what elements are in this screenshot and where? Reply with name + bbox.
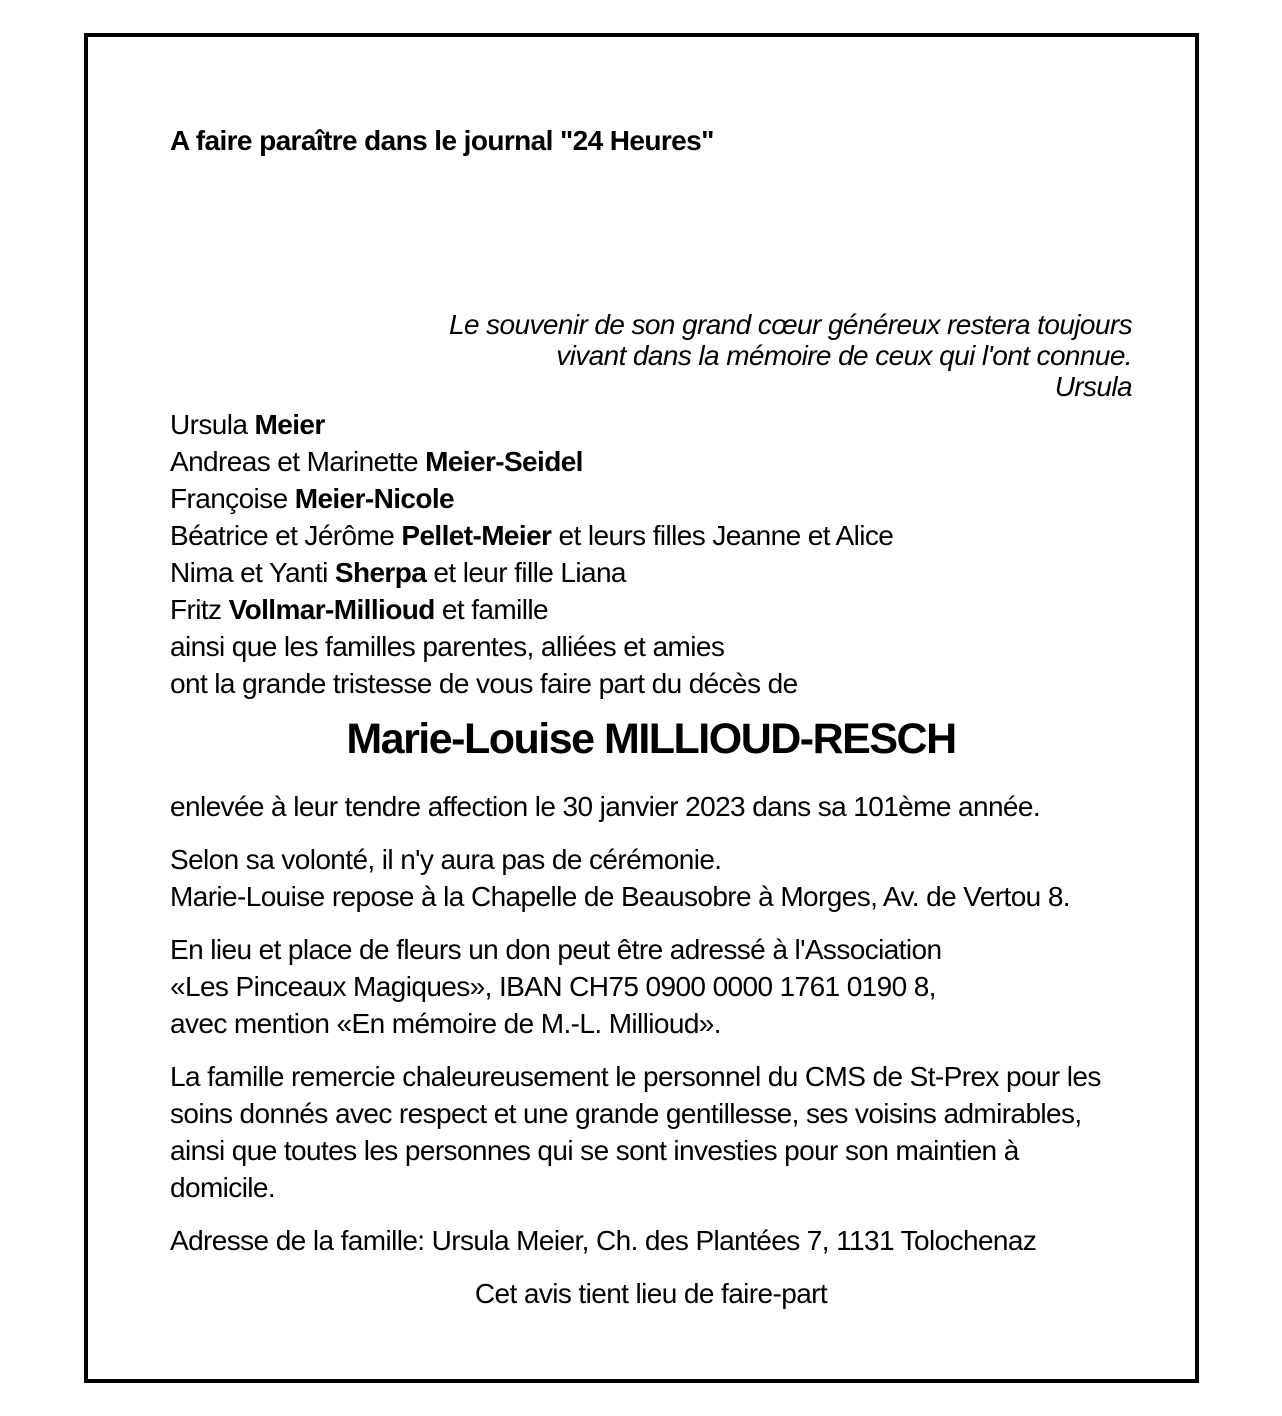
paragraph-line: domicile. (170, 1172, 276, 1203)
family-line (170, 480, 1132, 517)
family-line-text: et leurs filles Jeanne et Alice (551, 520, 894, 551)
family-line-text: et leur fille Liana (426, 557, 626, 588)
paragraph-line: La famille remercie chaleureusement le personnel du CMS de St-Prex pour les (170, 1061, 1101, 1092)
family-line-text: Nima et Yanti (170, 557, 335, 588)
paragraph-line: «Les Pinceaux Magiques», IBAN CH75 0900 0000 1761 0190 8, (170, 971, 936, 1002)
family-line-text: Béatrice et Jérôme (170, 520, 402, 551)
publication-instruction: A faire paraître dans le journal "24 Heures" (170, 125, 714, 156)
paragraph-line: ainsi que toutes les personnes qui se sont investies pour son maintien à (170, 1135, 1019, 1166)
epigraph-line: Le souvenir de son grand cœur généreux restera toujours (449, 309, 1132, 340)
paragraph (170, 931, 1132, 1042)
family-line (170, 628, 1132, 665)
family-line-text: Andreas et Marinette (170, 446, 426, 477)
paragraph (170, 1058, 1132, 1206)
family-name-bold: Meier-Seidel (425, 446, 583, 477)
family-line (170, 554, 1132, 591)
closing-note: Cet avis tient lieu de faire-part (474, 1278, 828, 1309)
family-line-text: ainsi que les familles parentes, alliées et amies (170, 631, 725, 662)
paragraph-line: enlevée à leur tendre affection le 30 janvier 2023 dans sa 101ème année. (170, 791, 1041, 822)
family-line (170, 665, 1132, 702)
paragraph-line: Marie-Louise repose à la Chapelle de Beausobre à Morges, Av. de Vertou 8. (170, 881, 1070, 912)
family-name-bold: Pellet-Meier (401, 520, 552, 551)
epigraph (170, 309, 1132, 402)
family-line (170, 443, 1132, 480)
body-paragraphs (170, 788, 1132, 1259)
paragraph (170, 788, 1132, 825)
paragraph (170, 1222, 1132, 1259)
paragraph-line: Adresse de la famille: Ursula Meier, Ch. des Plantées 7, 1131 Tolochenaz (170, 1225, 1037, 1256)
family-list (170, 406, 1132, 702)
paragraph-line: avec mention «En mémoire de M.-L. Millioud». (170, 1008, 721, 1039)
obituary-notice-frame (84, 33, 1199, 1383)
family-line (170, 517, 1132, 554)
paragraph (170, 841, 1132, 915)
family-name-bold: Vollmar-Millioud (228, 594, 435, 625)
paragraph-line: En lieu et place de fleurs un don peut être adressé à l'Association (170, 934, 942, 965)
family-line-text: ont la grande tristesse de vous faire part du décès de (170, 668, 798, 699)
family-line-text: Françoise (170, 483, 295, 514)
paragraph-line: soins donnés avec respect et une grande gentillesse, ses voisins admirables, (170, 1098, 1082, 1129)
notice-content (170, 122, 1132, 1312)
deceased-name: Marie-Louise MILLIOUD-RESCH (346, 715, 956, 763)
epigraph-signature: Ursula (1054, 371, 1132, 402)
family-name-bold: Meier (254, 409, 325, 440)
paragraph-line: Selon sa volonté, il n'y aura pas de cérémonie. (170, 844, 722, 875)
epigraph-line: vivant dans la mémoire de ceux qui l'ont connue. (556, 340, 1132, 371)
family-line-text: Fritz (170, 594, 229, 625)
family-line (170, 406, 1132, 443)
family-line-text: Ursula (170, 409, 255, 440)
family-line (170, 591, 1132, 628)
family-name-bold: Meier-Nicole (294, 483, 455, 514)
family-line-text: et famille (434, 594, 548, 625)
family-name-bold: Sherpa (334, 557, 427, 588)
